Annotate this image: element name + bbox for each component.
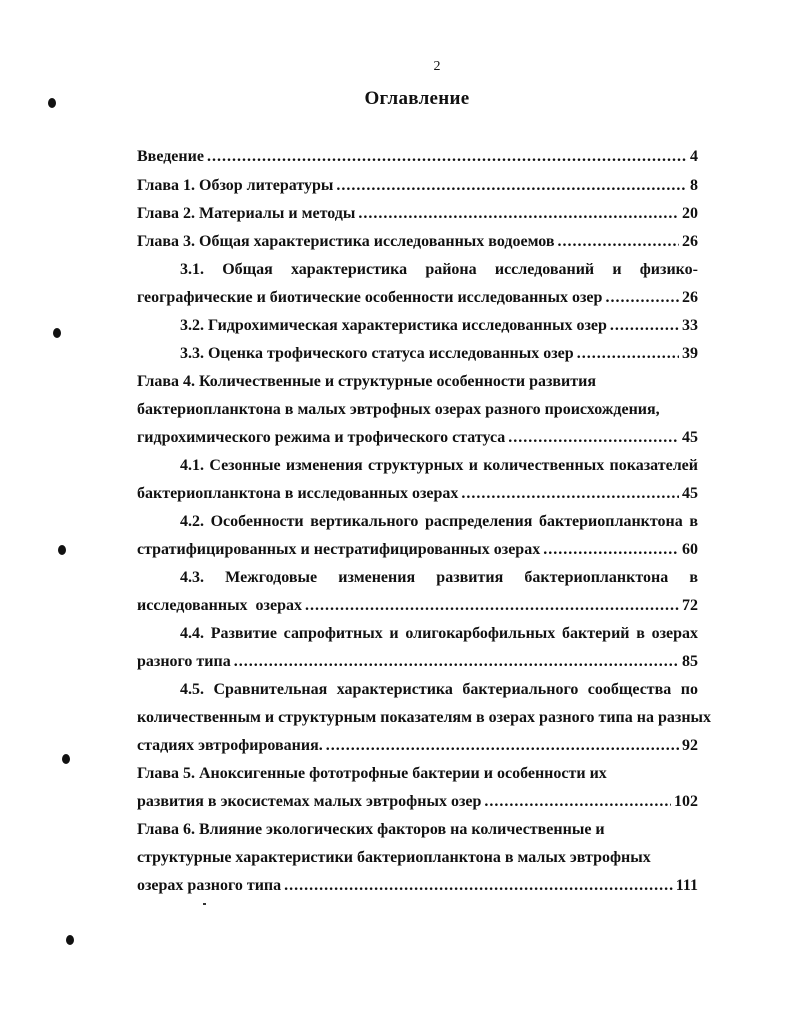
toc-entry-3-2[interactable] (180, 315, 698, 337)
toc-page-number: 4 (690, 148, 698, 165)
toc-entry-chapter-6-line-3[interactable] (137, 875, 698, 897)
toc-word: в (636, 625, 645, 642)
toc-entry-text: Глава 3. Общая характеристика исследованных водоемов (137, 233, 555, 250)
scan-speck (203, 903, 206, 905)
toc-entry-chapter-5-line-1[interactable] (137, 763, 698, 785)
toc-page-number: 45 (682, 429, 698, 446)
toc-entry-4-3-line-1[interactable] (180, 567, 698, 589)
toc-word: Развитие (210, 625, 277, 642)
toc-entry-text: бактериопланктона в малых эвтрофных озерах разного происхождения, (137, 401, 660, 418)
toc-entry-3-1-line-1[interactable] (180, 259, 698, 281)
toc-page-number: 26 (682, 233, 698, 250)
toc-page-number: 85 (682, 653, 698, 670)
toc-word: Общая (222, 261, 273, 278)
toc-word: бактериопланктона (538, 513, 683, 530)
leader-dots (234, 651, 679, 673)
toc-word: 4.3. (180, 569, 204, 586)
toc-entry-4-4-line-2[interactable] (137, 651, 698, 673)
toc-word: изменения (338, 569, 416, 586)
toc-entry-chapter-3[interactable] (137, 231, 698, 253)
toc-entry-text: Глава 4. Количественные и структурные особенности развития (137, 373, 597, 390)
toc-entry-text: Глава 2. Материалы и методы (137, 205, 356, 222)
toc-entry-chapter-4-line-2[interactable] (137, 399, 698, 421)
toc-entry-chapter-4-line-3[interactable] (137, 427, 698, 449)
toc-word: Сезонные (209, 457, 281, 474)
leader-dots (461, 483, 679, 505)
toc-entry-text: Глава 5. Аноксигенные фототрофные бактерии и особенности их (137, 765, 607, 782)
toc-word: Особенности (210, 513, 304, 530)
toc-word: 4.5. (180, 681, 204, 698)
toc-word: и (389, 625, 399, 642)
toc-entry-chapter-2[interactable] (137, 203, 698, 225)
toc-entry-text: стадиях эвтрофирования. (137, 737, 323, 754)
toc-entry-text: разного типа (137, 653, 231, 670)
toc-entry-4-1-line-1[interactable] (180, 455, 698, 477)
toc-word: бактериального (462, 681, 579, 698)
punch-hole-mark (66, 935, 74, 945)
toc-word: Сравнительная (213, 681, 328, 698)
punch-hole-mark (58, 545, 66, 555)
toc-word: количественных (483, 457, 605, 474)
toc-page-number: 26 (682, 289, 698, 306)
toc-entry-chapter-6-line-2[interactable] (137, 847, 698, 869)
toc-entry-text: структурные характеристики бактериопланктона в малых эвтрофных (137, 849, 651, 866)
toc-entry-text: стратифицированных и нестратифицированных озерах (137, 541, 541, 558)
toc-page-number: 33 (682, 317, 698, 334)
toc-word: исследований (494, 261, 595, 278)
toc-word: характеристика (290, 261, 408, 278)
toc-entry-text: гидрохимического режима и трофического статуса (137, 429, 506, 446)
toc-word: сапрофитных (283, 625, 383, 642)
toc-entry-text: развития в экосистемах малых эвтрофных озер (137, 793, 482, 810)
toc-word: 4.1. (180, 457, 204, 474)
leader-dots (508, 427, 679, 449)
page-title: Оглавление (364, 88, 470, 109)
toc-entry-chapter-1[interactable] (137, 175, 698, 197)
toc-word: сообщества (587, 681, 672, 698)
toc-word: олигокарбофильных (405, 625, 556, 642)
toc-word: структурных (368, 457, 464, 474)
toc-page-number: 111 (675, 877, 698, 894)
toc-entry-text: Глава 1. Обзор литературы (137, 177, 334, 194)
toc-word: физико- (639, 261, 698, 278)
toc-entry-4-3-line-2[interactable] (137, 595, 698, 617)
punch-hole-mark (62, 754, 70, 764)
toc-word: распределения (425, 513, 533, 530)
toc-entry-chapter-4-line-1[interactable] (137, 371, 698, 393)
toc-entry-chapter-5-line-2[interactable] (137, 791, 698, 813)
toc-word: вертикального (310, 513, 419, 530)
toc-word: и (468, 457, 478, 474)
toc-entry-text: Введение (137, 148, 204, 165)
toc-page-number: 102 (674, 793, 698, 810)
toc-entry-4-5-line-3[interactable] (137, 735, 698, 757)
toc-word: показателей (609, 457, 698, 474)
toc-entry-4-2-line-1[interactable] (180, 511, 698, 533)
toc-entry-3-1-line-2[interactable] (137, 287, 698, 309)
toc-entry-text: географические и биотические особенности исследованных озер (137, 289, 603, 306)
leader-dots (484, 791, 671, 813)
toc-word: в (689, 569, 698, 586)
toc-word: бактерий (562, 625, 630, 642)
leader-dots (558, 231, 680, 253)
toc-page-number: 20 (682, 205, 698, 222)
toc-word: озерах (651, 625, 698, 642)
toc-word: 4.4. (180, 625, 204, 642)
toc-word: бактериопланктона (524, 569, 669, 586)
page-number: 2 (433, 59, 441, 74)
toc-word: развития (436, 569, 504, 586)
toc-word: характеристика (336, 681, 453, 698)
toc-entry-text: бактериопланктона в исследованных озерах (137, 485, 459, 502)
toc-word: 4.2. (180, 513, 204, 530)
leader-dots (543, 539, 679, 561)
punch-hole-mark (48, 98, 56, 108)
toc-entry-intro[interactable] (137, 146, 698, 168)
toc-entry-text: 3.2. Гидрохимическая характеристика исследованных озер (180, 317, 607, 334)
punch-hole-mark (53, 328, 61, 338)
leader-dots (605, 287, 679, 309)
toc-entry-4-1-line-2[interactable] (137, 483, 698, 505)
leader-dots (326, 735, 679, 757)
toc-word: 3.1. (180, 261, 204, 278)
toc-entry-text: 3.3. Оценка трофического статуса исследованных озер (180, 345, 574, 362)
toc-page-number: 72 (682, 597, 698, 614)
toc-word: изменения (285, 457, 363, 474)
leader-dots (305, 595, 679, 617)
leader-dots (358, 203, 679, 225)
toc-entry-4-5-line-1[interactable] (180, 679, 698, 701)
leader-dots (284, 875, 673, 897)
toc-entry-4-5-line-2[interactable] (137, 707, 712, 729)
toc-page-number: 92 (682, 737, 698, 754)
toc-word: в (689, 513, 698, 530)
toc-entry-text: Глава 6. Влияние экологических факторов на количественные и (137, 821, 605, 838)
toc-word: района (425, 261, 477, 278)
toc-page-number: 8 (690, 177, 698, 194)
leader-dots (336, 175, 687, 197)
toc-entry-4-2-line-2[interactable] (137, 539, 698, 561)
toc-word: и (612, 261, 622, 278)
toc-entry-4-4-line-1[interactable] (180, 623, 698, 645)
toc-entry-text: исследованных озерах (137, 597, 302, 614)
toc-entry-text: озерах разного типа (137, 877, 282, 894)
toc-page-number: 45 (682, 485, 698, 502)
toc-page-number: 60 (682, 541, 698, 558)
toc-entry-3-3[interactable] (180, 343, 698, 365)
leader-dots (207, 146, 687, 168)
toc-page-number: 39 (682, 345, 698, 362)
toc-entry-chapter-6-line-1[interactable] (137, 819, 698, 841)
toc-word: Межгодовые (225, 569, 318, 586)
toc-word: по (680, 681, 698, 698)
leader-dots (577, 343, 679, 365)
leader-dots (610, 315, 679, 337)
toc-entry-text: количественным и структурным показателям в озерах разного типа на разных (137, 709, 712, 726)
